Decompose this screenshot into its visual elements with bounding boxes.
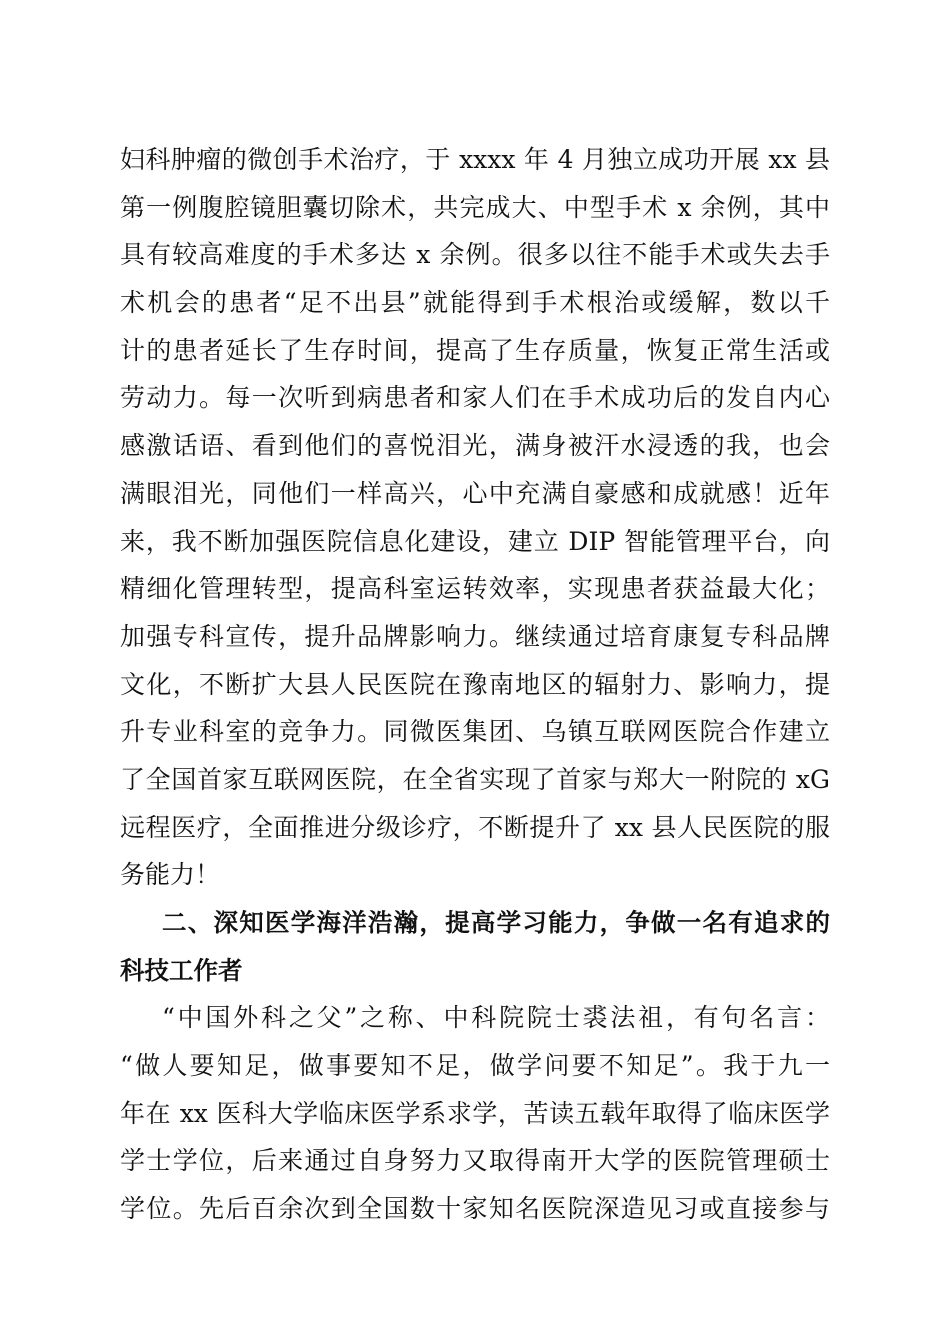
section-heading: 科技工作者 — [120, 955, 243, 985]
paragraph-line: 年在 xx 医科大学临床医学系求学，苦读五载年取得了临床医学 — [120, 1098, 830, 1128]
paragraph-line: 了全国首家互联网医院，在全省实现了首家与郑大一附院的 xG — [120, 764, 830, 794]
paragraph-line: 劳动力。每一次听到病患者和家人们在手术成功后的发自内心 — [120, 383, 830, 413]
paragraph-line: 升专业科室的竞争力。同微医集团、乌镇互联网医院合作建立 — [120, 717, 830, 747]
document-body — [120, 136, 830, 1233]
section-heading: 二、深知医学海洋浩瀚，提高学习能力，争做一名有追求的 — [162, 908, 830, 937]
paragraph-line: 来，我不断加强医院信息化建设，建立 DIP 智能管理平台，向 — [120, 526, 830, 556]
paragraph-line: 学士学位，后来通过自身努力又取得南开大学的医院管理硕士 — [120, 1146, 830, 1176]
paragraph-line: 具有较高难度的手术多达 x 余例。很多以往不能手术或失去手 — [120, 240, 830, 270]
paragraph-line: 加强专科宣传，提升品牌影响力。继续通过培育康复专科品牌 — [120, 621, 830, 651]
paragraph-line: 务能力！ — [120, 860, 221, 890]
paragraph-line: 妇科肿瘤的微创手术治疗，于 xxxx 年 4 月独立成功开展 xx 县 — [120, 145, 830, 174]
paragraph-line: “做人要知足，做事要知不足，做学问要不知足”。我于九一 — [120, 1051, 830, 1081]
paragraph-line: 计的患者延长了生存时间，提高了生存质量，恢复正常生活或 — [120, 335, 830, 365]
paragraph-line: 感激话语、看到他们的喜悦泪光，满身被汗水浸透的我，也会 — [120, 431, 830, 461]
paragraph-line: 术机会的患者“足不出县”就能得到手术根治或缓解，数以千 — [120, 288, 830, 318]
paragraph-line: 满眼泪光，同他们一样高兴，心中充满自豪感和成就感！近年 — [120, 478, 830, 508]
paragraph-line: 远程医疗，全面推进分级诊疗，不断提升了 xx 县人民医院的服 — [120, 812, 830, 842]
paragraph-line: 精细化管理转型，提高科室运转效率，实现患者获益最大化； — [120, 574, 830, 604]
paragraph-line: 文化，不断扩大县人民医院在豫南地区的辐射力、影响力，提 — [120, 669, 830, 699]
paragraph-line: 第一例腹腔镜胆囊切除术，共完成大、中型手术 x 余例，其中 — [120, 192, 830, 222]
paragraph-line: “中国外科之父”之称、中科院院士裘法祖，有句名言： — [162, 1003, 830, 1033]
paragraph-line: 学位。先后百余次到全国数十家知名医院深造见习或直接参与 — [120, 1194, 830, 1224]
